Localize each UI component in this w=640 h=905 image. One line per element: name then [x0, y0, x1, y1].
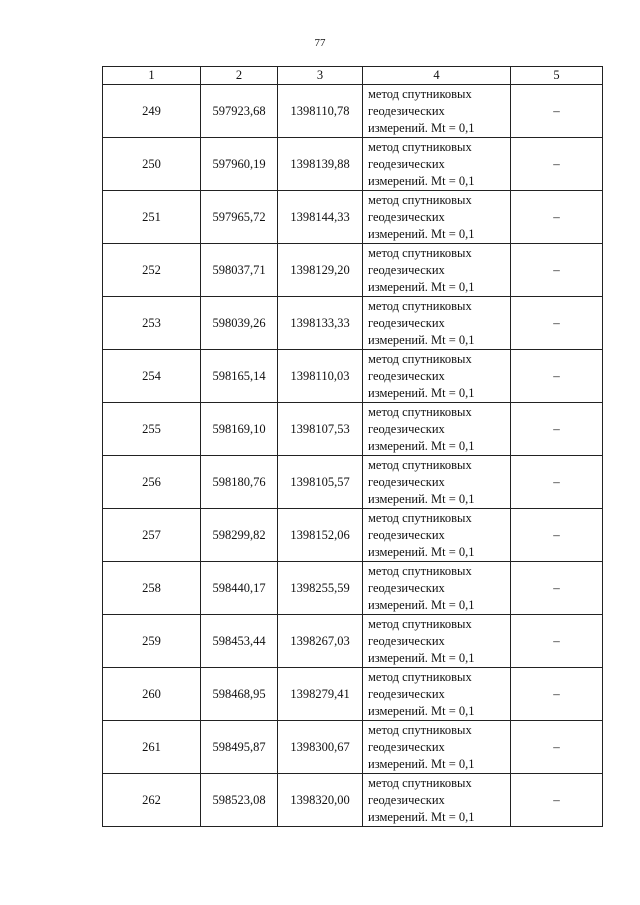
page-number: 77: [314, 37, 326, 49]
note-cell: –: [511, 403, 603, 456]
method-cell: [363, 85, 511, 138]
table-row: [103, 191, 603, 244]
table-row: [103, 350, 603, 403]
coord-x-cell: 598299,82: [201, 509, 278, 562]
method-cell: [363, 509, 511, 562]
point-number-cell: 253: [103, 297, 201, 350]
note-cell: –: [511, 721, 603, 774]
method-text-line: геодезических: [368, 686, 445, 701]
method-text-line: геодезических: [368, 421, 445, 436]
method-cell: [363, 297, 511, 350]
coord-y-cell: 1398133,33: [278, 297, 363, 350]
coord-y-cell: 1398139,88: [278, 138, 363, 191]
coord-y-cell: 1398267,03: [278, 615, 363, 668]
point-number-cell: 257: [103, 509, 201, 562]
coord-x-cell: 598495,87: [201, 721, 278, 774]
coord-x-cell: 598165,14: [201, 350, 278, 403]
method-text-line: геодезических: [368, 633, 445, 648]
method-text-line: метод спутниковых: [368, 404, 472, 419]
method-text-line: геодезических: [368, 209, 445, 224]
coord-y-cell: 1398300,67: [278, 721, 363, 774]
table-row: [103, 456, 603, 509]
method-text-line: геодезических: [368, 474, 445, 489]
point-number-cell: 258: [103, 562, 201, 615]
coord-y-cell: 1398152,06: [278, 509, 363, 562]
method-text-line: метод спутниковых: [368, 351, 472, 366]
method-text-line: геодезических: [368, 580, 445, 595]
point-number-cell: 252: [103, 244, 201, 297]
point-number-cell: 254: [103, 350, 201, 403]
coord-y-cell: 1398105,57: [278, 456, 363, 509]
point-number-cell: 260: [103, 668, 201, 721]
point-number-cell: 259: [103, 615, 201, 668]
table-row: [103, 615, 603, 668]
method-cell: [363, 244, 511, 297]
point-number-cell: 256: [103, 456, 201, 509]
table-row: [103, 138, 603, 191]
method-text-line: геодезических: [368, 368, 445, 383]
method-cell: [363, 668, 511, 721]
coord-y-cell: 1398320,00: [278, 774, 363, 827]
coord-y-cell: 1398110,78: [278, 85, 363, 138]
method-text-line: измерений. Mt = 0,1: [368, 279, 475, 294]
coord-x-cell: 597965,72: [201, 191, 278, 244]
method-text-line: метод спутниковых: [368, 563, 472, 578]
coord-y-cell: 1398279,41: [278, 668, 363, 721]
header-col-2: 2: [201, 67, 278, 85]
table-row: [103, 85, 603, 138]
method-text-line: метод спутниковых: [368, 616, 472, 631]
method-cell: [363, 562, 511, 615]
coord-x-cell: 598039,26: [201, 297, 278, 350]
method-text-line: метод спутниковых: [368, 139, 472, 154]
method-text-line: измерений. Mt = 0,1: [368, 809, 475, 824]
coord-x-cell: 598037,71: [201, 244, 278, 297]
point-number-cell: 261: [103, 721, 201, 774]
point-number-cell: 249: [103, 85, 201, 138]
method-text-line: метод спутниковых: [368, 86, 472, 101]
coord-y-cell: 1398110,03: [278, 350, 363, 403]
method-text-line: метод спутниковых: [368, 192, 472, 207]
table-header: [103, 67, 603, 85]
note-cell: –: [511, 350, 603, 403]
table-body: [103, 85, 603, 827]
method-text-line: геодезических: [368, 739, 445, 754]
table-row: [103, 774, 603, 827]
header-col-5: 5: [511, 67, 603, 85]
coordinates-table: [102, 66, 603, 827]
method-text-line: измерений. Mt = 0,1: [368, 385, 475, 400]
table-row: [103, 668, 603, 721]
method-cell: [363, 774, 511, 827]
note-cell: –: [511, 615, 603, 668]
coord-x-cell: 598453,44: [201, 615, 278, 668]
method-cell: [363, 191, 511, 244]
note-cell: –: [511, 191, 603, 244]
coord-x-cell: 598169,10: [201, 403, 278, 456]
note-cell: –: [511, 297, 603, 350]
coord-x-cell: 597960,19: [201, 138, 278, 191]
header-col-4: 4: [363, 67, 511, 85]
point-number-cell: 251: [103, 191, 201, 244]
method-text-line: измерений. Mt = 0,1: [368, 756, 475, 771]
method-text-line: геодезических: [368, 103, 445, 118]
note-cell: –: [511, 562, 603, 615]
table-row: [103, 297, 603, 350]
coord-y-cell: 1398129,20: [278, 244, 363, 297]
method-text-line: метод спутниковых: [368, 298, 472, 313]
note-cell: –: [511, 138, 603, 191]
method-text-line: измерений. Mt = 0,1: [368, 120, 475, 135]
method-text-line: метод спутниковых: [368, 510, 472, 525]
method-text-line: геодезических: [368, 262, 445, 277]
note-cell: –: [511, 456, 603, 509]
method-text-line: измерений. Mt = 0,1: [368, 226, 475, 241]
method-cell: [363, 403, 511, 456]
method-text-line: метод спутниковых: [368, 669, 472, 684]
method-text-line: измерений. Mt = 0,1: [368, 544, 475, 559]
method-text-line: метод спутниковых: [368, 245, 472, 260]
coord-y-cell: 1398255,59: [278, 562, 363, 615]
method-cell: [363, 721, 511, 774]
method-text-line: измерений. Mt = 0,1: [368, 597, 475, 612]
method-cell: [363, 615, 511, 668]
note-cell: –: [511, 244, 603, 297]
header-col-1: 1: [103, 67, 201, 85]
method-text-line: геодезических: [368, 315, 445, 330]
coord-y-cell: 1398144,33: [278, 191, 363, 244]
method-text-line: метод спутниковых: [368, 722, 472, 737]
table-row: [103, 562, 603, 615]
method-text-line: измерений. Mt = 0,1: [368, 703, 475, 718]
method-text-line: измерений. Mt = 0,1: [368, 438, 475, 453]
point-number-cell: 255: [103, 403, 201, 456]
method-cell: [363, 350, 511, 403]
coord-x-cell: 597923,68: [201, 85, 278, 138]
note-cell: –: [511, 85, 603, 138]
method-text-line: измерений. Mt = 0,1: [368, 332, 475, 347]
method-text-line: геодезических: [368, 792, 445, 807]
method-text-line: измерений. Mt = 0,1: [368, 650, 475, 665]
point-number-cell: 250: [103, 138, 201, 191]
note-cell: –: [511, 668, 603, 721]
coord-y-cell: 1398107,53: [278, 403, 363, 456]
header-col-3: 3: [278, 67, 363, 85]
point-number-cell: 262: [103, 774, 201, 827]
table-row: [103, 509, 603, 562]
table-row: [103, 403, 603, 456]
header-row: [103, 67, 603, 85]
coord-x-cell: 598180,76: [201, 456, 278, 509]
coord-x-cell: 598468,95: [201, 668, 278, 721]
method-cell: [363, 456, 511, 509]
table-row: [103, 244, 603, 297]
method-cell: [363, 138, 511, 191]
method-text-line: метод спутниковых: [368, 457, 472, 472]
method-text-line: измерений. Mt = 0,1: [368, 491, 475, 506]
method-text-line: геодезических: [368, 156, 445, 171]
coord-x-cell: 598440,17: [201, 562, 278, 615]
note-cell: –: [511, 774, 603, 827]
coord-x-cell: 598523,08: [201, 774, 278, 827]
method-text-line: измерений. Mt = 0,1: [368, 173, 475, 188]
table-row: [103, 721, 603, 774]
note-cell: –: [511, 509, 603, 562]
method-text-line: метод спутниковых: [368, 775, 472, 790]
method-text-line: геодезических: [368, 527, 445, 542]
